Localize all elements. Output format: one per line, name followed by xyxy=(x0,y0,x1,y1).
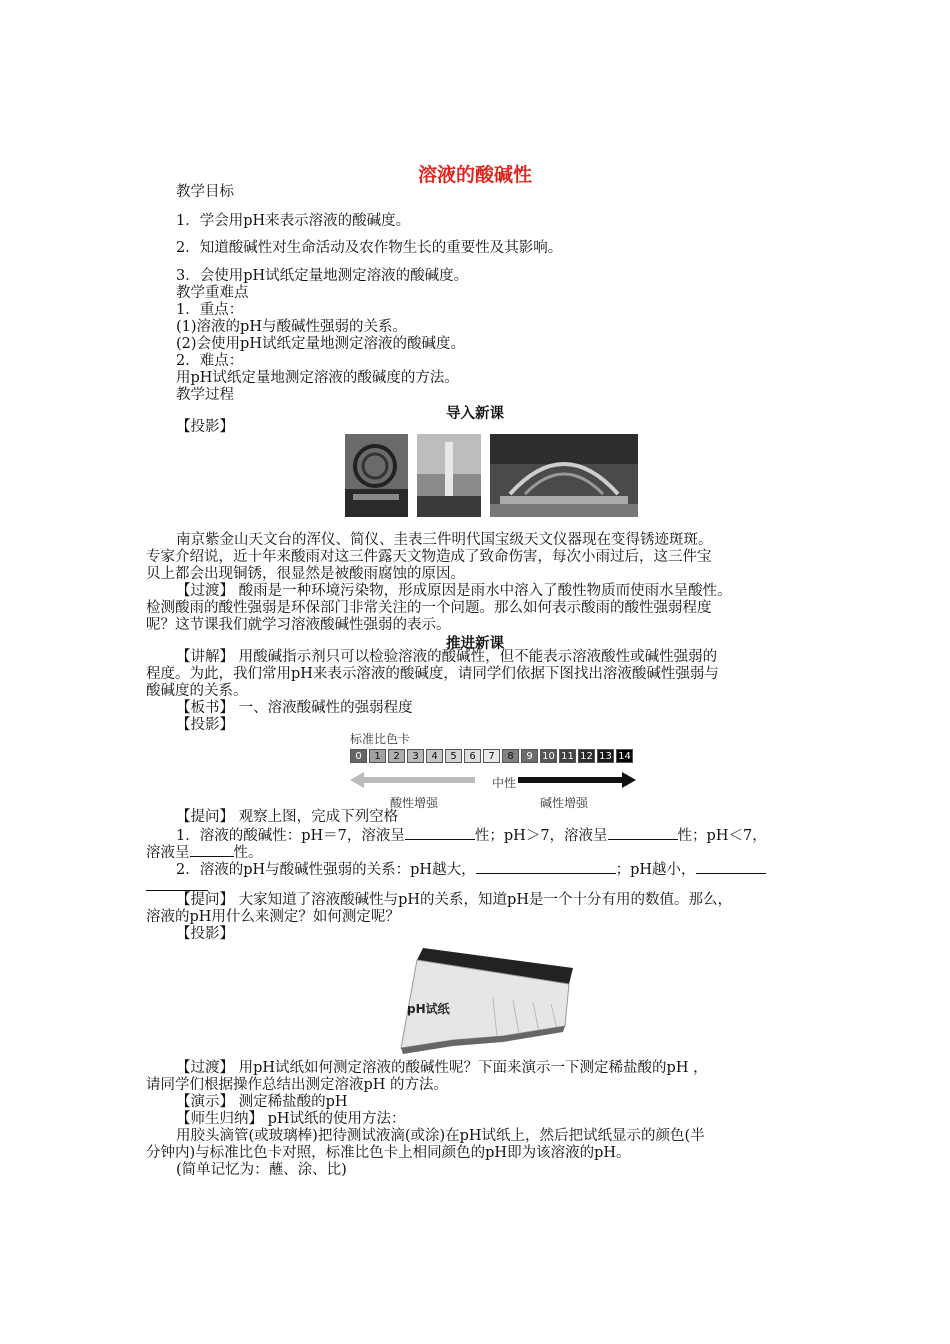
key-1: 1．重点： xyxy=(176,302,244,318)
projection-label-3: 【投影】 xyxy=(176,926,234,942)
ph-paper-image xyxy=(393,940,583,1060)
para2-line3: 呢？这节课我们就学习溶液酸碱性强弱的表示。 xyxy=(146,617,451,633)
neutral-label: 中性 xyxy=(492,776,517,790)
q1a-text-c: 性；pH＜7， xyxy=(677,828,767,844)
document-title: 溶液的酸碱性 xyxy=(417,164,532,186)
q1a-text-a: 1．溶液的酸碱性：pH＝7，溶液呈 xyxy=(176,828,405,844)
para4-line2: 请同学们根据操作总结出测定溶液pH 的方法。 xyxy=(146,1077,449,1093)
para3-line2: 程度。为此，我们常用pH来表示溶液的酸碱度，请同学们依据下图找出溶液酸碱性强弱与 xyxy=(146,666,719,682)
intro-heading: 导入新课 xyxy=(446,406,504,422)
question-1b-line1 xyxy=(176,860,766,879)
ph-swatch-0: 0 xyxy=(350,749,367,763)
simplified-armilla-photo xyxy=(490,434,638,517)
para2-line1: 【过渡】 酸雨是一种环境污染物，形成原因是雨水中溶入了酸性物质而使雨水呈酸性。 xyxy=(176,583,732,599)
summary-line: 【师生归纳】 pH试纸的使用方法： xyxy=(176,1111,406,1127)
ph-swatch-13: 13 xyxy=(597,749,614,763)
para1-line1: 南京紫金山天文台的浑仪、简仪、圭表三件明代国宝级天文仪器现在变得锈迹斑斑。 xyxy=(176,532,713,548)
key-2a: 用pH试纸定量地测定溶液的酸碱度的方法。 xyxy=(176,370,459,386)
para1-line3: 贝上都会出现铜锈，很显然是被酸雨腐蚀的原因。 xyxy=(146,566,465,582)
q1b-text-a: 2．溶液的pH与酸碱性强弱的关系：pH越大， xyxy=(176,862,476,878)
demo-line: 【演示】 测定稀盐酸的pH xyxy=(176,1094,348,1110)
acid-increase-label: 酸性增强 xyxy=(390,796,439,810)
base-increase-label: 碱性增强 xyxy=(540,796,589,810)
para3-line1: 【讲解】 用酸碱指示剂只可以检验溶液的酸碱性，但不能表示溶液酸性或碱性强弱的 xyxy=(176,649,718,665)
ph-swatch-1: 1 xyxy=(369,749,386,763)
process-heading: 教学过程 xyxy=(176,387,234,403)
method-line1: 用胶头滴管(或玻璃棒)把待测试液滴(或涂)在pH试纸上，然后把试纸显示的颜色(半 xyxy=(176,1128,705,1144)
key-1a: (1)溶液的pH与酸碱性强弱的关系。 xyxy=(176,319,407,335)
blank-neutral[interactable] xyxy=(405,826,475,840)
key-1b: (2)会使用pH试纸定量地测定溶液的酸碱度。 xyxy=(176,336,465,352)
question-1: 【提问】 观察上图，完成下列空格 xyxy=(176,809,399,825)
blank-ph-larger[interactable] xyxy=(476,860,616,874)
goals-heading: 教学目标 xyxy=(176,184,234,200)
ph-swatch-4: 4 xyxy=(426,749,443,763)
projection-label-1: 【投影】 xyxy=(176,419,234,435)
ph-swatch-5: 5 xyxy=(445,749,462,763)
ph-card-label: 标准比色卡 xyxy=(350,732,411,746)
question-1a-line1 xyxy=(176,826,767,845)
ph-swatch-9: 9 xyxy=(521,749,538,763)
ph-swatch-7: 7 xyxy=(483,749,500,763)
blank-alkaline[interactable] xyxy=(608,826,678,840)
blank-ph-smaller-a[interactable] xyxy=(696,860,766,874)
ph-paper-label: pH试纸 xyxy=(407,1002,450,1016)
memo-line: (简单记忆为：蘸、涂、比) xyxy=(176,1162,347,1178)
ph-swatch-3: 3 xyxy=(407,749,424,763)
blank-acidic[interactable] xyxy=(190,843,234,857)
q1a-text-e: 性。 xyxy=(233,845,263,861)
ph-swatch-10: 10 xyxy=(540,749,557,763)
question-2-line1: 【提问】 大家知道了溶液酸碱性与pH的关系，知道pH是一个十分有用的数值。那么， xyxy=(176,892,732,908)
question-2-line2: 溶液的pH用什么来测定？如何测定呢？ xyxy=(146,909,400,925)
key-heading: 教学重难点 xyxy=(176,285,249,301)
q1a-text-d: 溶液呈 xyxy=(146,845,190,861)
ph-swatch-12: 12 xyxy=(578,749,595,763)
ph-color-card xyxy=(350,730,640,808)
ph-swatch-11: 11 xyxy=(559,749,576,763)
ph-swatch-8: 8 xyxy=(502,749,519,763)
armillary-photo xyxy=(345,434,408,517)
key-2: 2．难点： xyxy=(176,353,244,369)
method-line2: 分钟内)与标准比色卡对照，标准比色卡上相同颜色的pH即为该溶液的pH。 xyxy=(146,1145,631,1161)
goal-2: 2．知道酸碱性对生命活动及农作物生长的重要性及其影响。 xyxy=(176,240,563,256)
advance-heading: 推进新课 xyxy=(446,636,504,652)
ph-swatch-14: 14 xyxy=(616,749,633,763)
q1b-text-b: ；pH越小， xyxy=(615,862,696,878)
ph-swatch-row xyxy=(350,749,633,763)
ph-swatch-6: 6 xyxy=(464,749,481,763)
q1a-text-b: 性；pH＞7，溶液呈 xyxy=(474,828,608,844)
projection-label-2: 【投影】 xyxy=(176,717,234,733)
para4-line1: 【过渡】 用pH试纸如何测定溶液的酸碱性呢？下面来演示一下测定稀盐酸的pH ， xyxy=(176,1060,708,1076)
blank-ph-smaller-b[interactable] xyxy=(146,877,208,891)
board-note-1: 【板书】 一、溶液酸碱性的强弱程度 xyxy=(176,700,413,716)
para1-line2: 专家介绍说，近十年来酸雨对这三件露天文物造成了致命伤害，每次小雨过后，这三件宝 xyxy=(146,549,712,565)
goal-1: 1．学会用pH来表示溶液的酸碱度。 xyxy=(176,213,411,229)
gnomon-photo xyxy=(417,434,481,517)
para2-line2: 检测酸雨的酸性强弱是环保部门非常关注的一个问题。那么如何表示酸雨的酸性强弱程度 xyxy=(146,600,712,616)
goal-3: 3．会使用pH试纸定量地测定溶液的酸碱度。 xyxy=(176,268,469,284)
ph-swatch-2: 2 xyxy=(388,749,405,763)
para3-line3: 酸碱度的关系。 xyxy=(146,683,248,699)
